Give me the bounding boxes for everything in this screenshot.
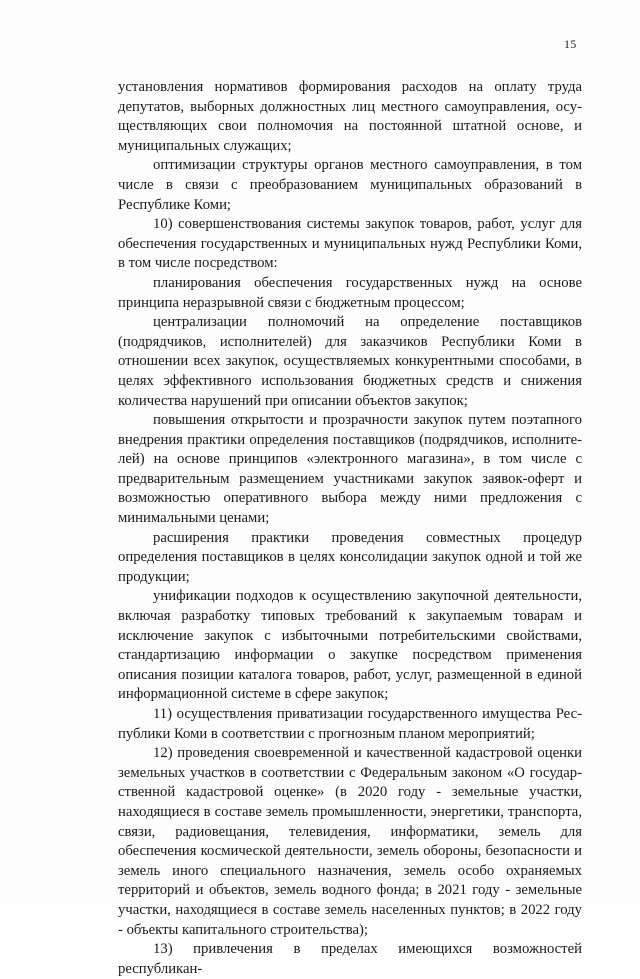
paragraph: расширения практики проведения совместных процедур определения поставщиков в целях консолидации закупок одной и той же продукции; xyxy=(118,529,582,585)
paragraph: централизации полномочий на определение поставщиков (подрядчиков, исполнителей) для заказчиков Республики Коми в отношении всех закупок, осуществляемых конкурентными способами, в целях эффективного использования бюджетных средств и снижения количества нарушений при описании объектов закупок; xyxy=(118,314,582,409)
paragraph: 11) осуществления приватизации государственного имущества Республики Коми в соответствии с прогнозным планом мероприятий; xyxy=(118,706,582,742)
paragraph: планирования обеспечения государственных нужд на основе принципа неразрывной связи с бюджетным процессом; xyxy=(118,274,582,311)
paragraph: повышения открытости и прозрачности закупок путем поэтапного внедрения практики определения поставщиков (подрядчиков, исполнителей) на основе принципов «электронного магазина», в том числе с предварительным размещением участниками закупок заявок-оферт и возможностью оперативного выбора между ними предложения с минимальными ценами; xyxy=(118,412,582,527)
paragraph: установления нормативов формирования расходов на оплату труда депутатов, выборных должностных лиц местного самоуправления, осуществляющих свои полномочия на постоянной штатной основе, и муниципальных служащих; xyxy=(118,79,582,154)
paragraph: 12) проведения своевременной и качественной кадастровой оценки земельных участков в соответствии с Федеральным законом «О государственной кадастровой оценке» (в 2020 году - земельные участки, находящиеся в составе земель промышленности, энергетики, транспорта, связи, радиовещания, телевидения, информатики, земель для обеспечения космической деятельности, земель обороны, безопасности и земель иного специального назначения, земель особо охраняемых территорий и объектов, земель водного фонда; в 2021 году - земельные участки, находящиеся в составе земель населенных пунктов; в 2022 году - объекты капитального строительства); xyxy=(118,745,582,938)
paragraph: оптимизации структуры органов местного самоуправления, в том числе в связи с преобразованием муниципальных образований в Республике Коми; xyxy=(118,157,582,213)
paragraph: унификации подходов к осуществлению закупочной деятельности, включая разработку типовых требований к закупаемым товарам и исключение закупок с избыточными потребительскими свойствами, стандартизацию информации о закупке посредством применения описания позиции каталога товаров, работ, услуг, размещенной в единой информационной системе в сфере закупок; xyxy=(118,588,582,703)
document-body xyxy=(118,78,582,979)
paragraph: 13) привлечения в пределах имеющихся возможностей республикан- xyxy=(118,941,582,977)
page-number: 15 xyxy=(564,37,577,51)
paragraph: 10) совершенствования системы закупок товаров, работ, услуг для обеспечения государственных и муниципальных нужд Республики Коми, в том числе посредством: xyxy=(118,216,582,272)
